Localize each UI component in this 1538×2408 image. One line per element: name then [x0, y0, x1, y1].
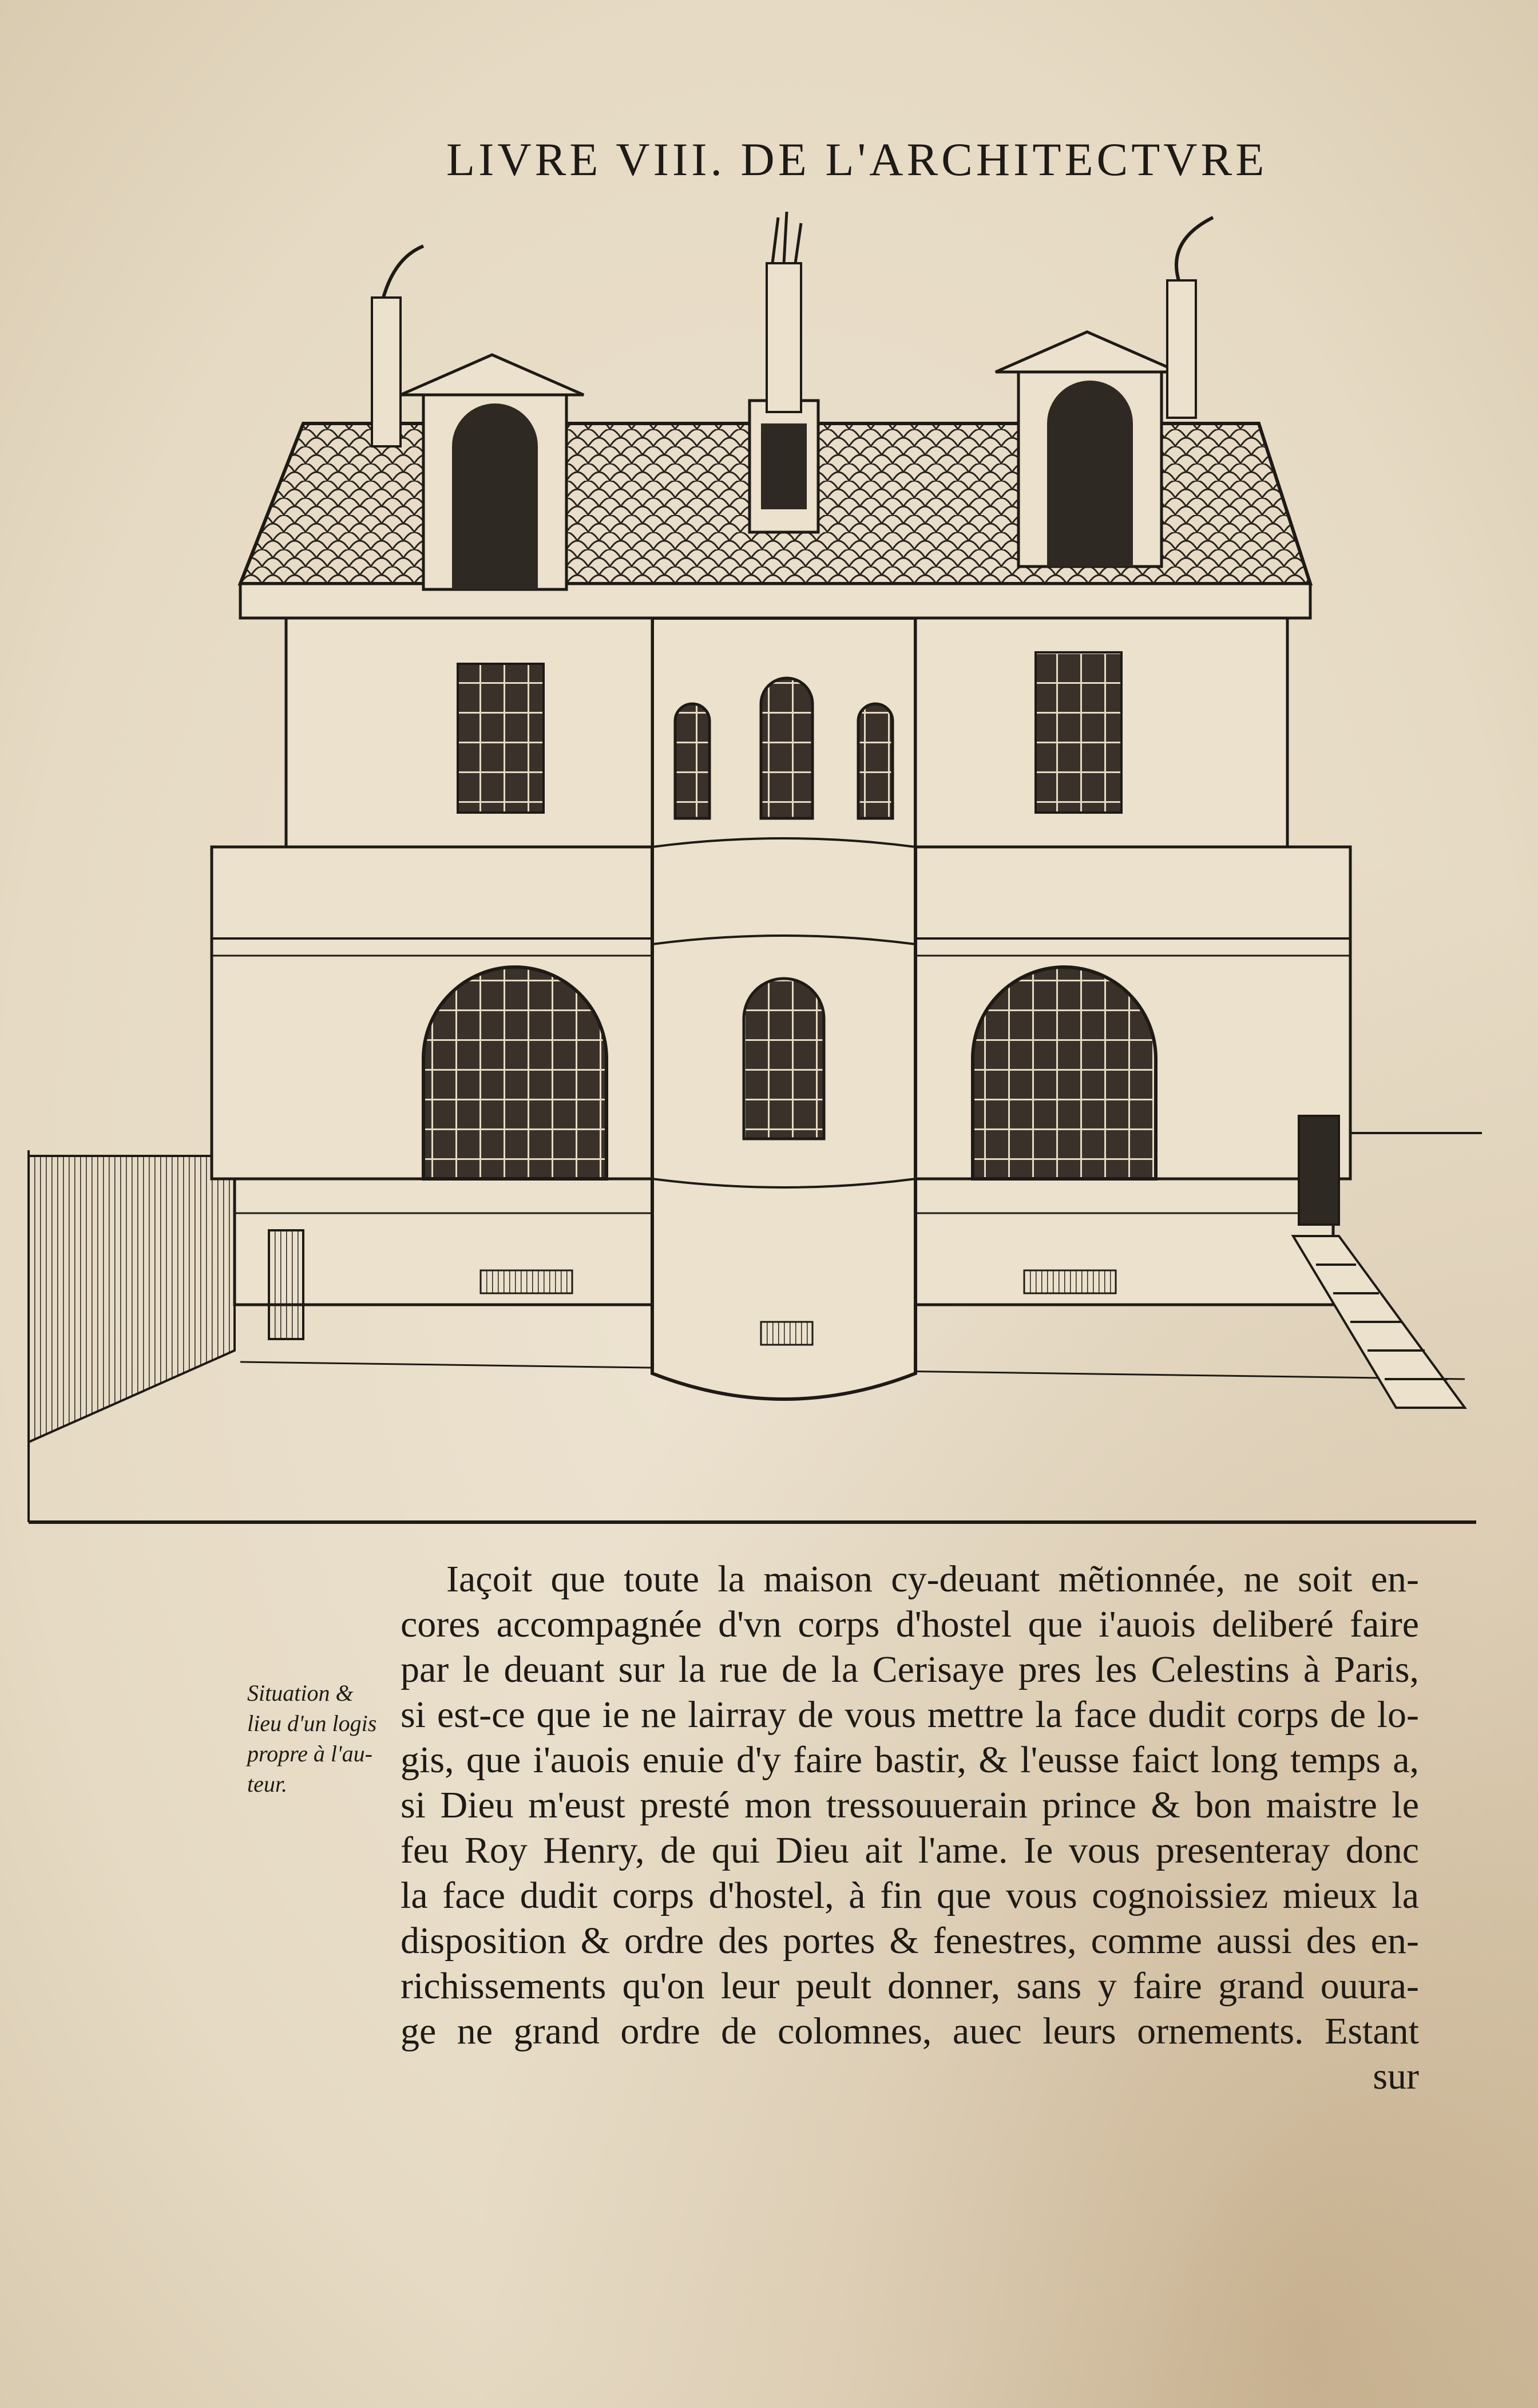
dormer-center [750, 401, 818, 532]
margin-note-line: propre à l'au- [247, 1741, 372, 1767]
text-line: la face dudit corps d'hostel, à fin que vous cognoissiez mieux la [401, 1875, 1419, 1916]
left-door [269, 1230, 303, 1339]
text-line: si Dieu m'eust presté mon tressouuerain prince & bon maistre le [401, 1784, 1419, 1826]
text-line: feu Roy Henry, de qui Dieu ait l'ame. Ie vous presenteray donc [401, 1829, 1419, 1871]
left-fence [29, 1156, 235, 1442]
text-line: disposition & ordre des portes & fenestres, comme aussi des en- [401, 1920, 1419, 1962]
margin-note-line: lieu d'un logis [247, 1710, 377, 1736]
text-line: gis, que i'auois enuie d'y faire bastir, & l'eusse faict long temps a, [401, 1739, 1419, 1781]
dormer-left [401, 355, 584, 589]
margin-note-line: Situation & [247, 1680, 354, 1706]
text-line: si est-ce que ie ne lairray de vous mettre la face dudit corps de lo- [401, 1694, 1419, 1736]
arched-window-right [973, 967, 1156, 1179]
right-staircase [1293, 1116, 1482, 1408]
house-facade-woodcut [23, 206, 1488, 1534]
dormer-right [996, 332, 1179, 567]
running-head: LIVRE VIII. DE L'ARCHITECTVRE [446, 133, 1268, 185]
central-round-bay [652, 618, 915, 1399]
text-line: ge ne grand ordre de colomnes, auec leurs ornements. Estant [401, 2010, 1419, 2052]
catchword: sur [1373, 2055, 1419, 2097]
margin-note-line: teur. [247, 1771, 287, 1797]
text-line: cores accompagnée d'vn corps d'hostel que i'auois deliberé faire [401, 1603, 1419, 1645]
text-line: Iaçoit que toute la maison cy-deuant mẽtionnée, ne soit en- [446, 1558, 1419, 1600]
margin-note [247, 1678, 407, 1799]
body-paragraph [401, 1557, 1419, 2099]
text-line: par le deuant sur la rue de la Cerisaye pres les Celestins à Paris, [401, 1649, 1419, 1690]
text-line: richissements qu'on leur peult donner, sans y faire grand ouura- [401, 1965, 1419, 2007]
arched-window-left [423, 967, 607, 1179]
